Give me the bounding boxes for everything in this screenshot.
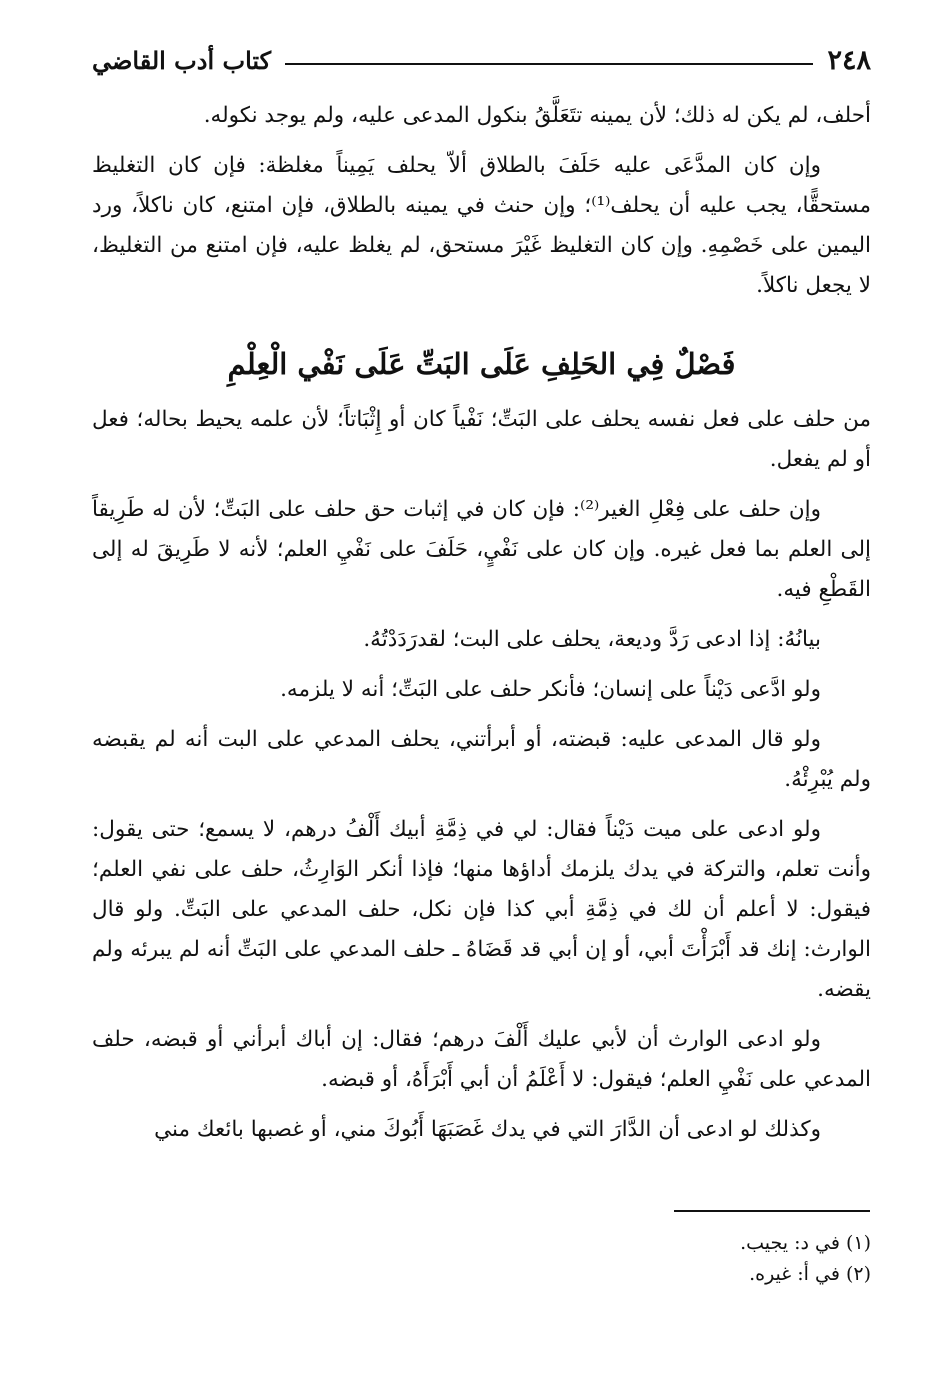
footnotes — [92, 1228, 871, 1290]
paragraph: وكذلك لو ادعى أن الدَّارَ التي في يدك غَصَبَهَا أَبُوكَ مني، أو غصبها بائعك مني — [154, 1117, 821, 1142]
main-text — [92, 96, 871, 1160]
footnote: (٢) في أ: غيره. — [749, 1263, 871, 1285]
paragraph: ولو ادعى على ميت دَيْناً فقال: لي في ذِمَّةِ أبيك أَلْفُ درهم، لا يسمع؛ حتى يقول: وأنت تعلم، والتركة في يدك يلزمك أداؤها منها؛ فإذا أنكر الوَارِثُ، حلف على نفي العلم؛ فيقول: لا أعلم أن لك في ذِمَّةِ أبي كذا فإن نكل، حلف المدعي على البَتِّ. ولو قال الوارث: إنك قد أَبْرَأْتَ أبي، أو إن أبي قد قَضَاهُ ـ حلف المدعي على البَتِّ أنه لم يبرئه ولم يقضه. — [92, 817, 871, 1002]
section-heading: فَصْلٌ فِي الحَلِفِ عَلَى البَتِّ عَلَى نَفْي الْعِلْمِ — [227, 347, 736, 381]
paragraph: أحلف، لم يكن له ذلك؛ لأن يمينه تتَعَلَّقُ بنكول المدعى عليه، ولم يوجد نكوله. — [203, 103, 871, 128]
paragraph: وإن حلف على فِعْلِ الغير⁽²⁾: فإن كان في إثبات حق حلف على البَتِّ؛ لأن له طَرِيقاً إلى العلم بما فعل غيره. وإن كان على نَفْيٍ، حَلَفَ على نَفْيِ العلم؛ لأنه لا طَرِيقَ له إلى القَطْعِ فيه. — [92, 497, 871, 602]
paragraph: بيانُهُ: إذا ادعى رَدَّ وديعة، يحلف على البت؛ لقدرَدَدْتُهُ. — [363, 627, 821, 652]
paragraph: من حلف على فعل نفسه يحلف على البَتِّ؛ نَفْياً كان أو إِثْبَاتاً؛ لأن علمه يحيط بحاله؛ فعل أو لم يفعل. — [92, 407, 871, 472]
page-header — [92, 40, 871, 80]
running-title: كتاب أدب القاضي — [92, 45, 272, 75]
paragraph: ولو ادَّعى دَيْناً على إنسان؛ فأنكر حلف على البَتِّ؛ أنه لا يلزمه. — [280, 677, 821, 702]
footnote-rule — [674, 1210, 870, 1212]
header-rule — [285, 63, 813, 65]
footnote: (١) في د: يجيب. — [740, 1232, 871, 1254]
paragraph: ولو قال المدعى عليه: قبضته، أو أبرأتني، يحلف المدعي على البت أنه لم يقبضه ولم يُبْرِئْهُ. — [92, 727, 871, 792]
paragraph: ولو ادعى الوارث أن لأبي عليك أَلْفَ درهم؛ فقال: إن أباك أبرأني أو قبضه، حلف المدعي على نَفْيِ العلم؛ فيقول: لا أَعْلَمُ أن أبي أَبْرَأَهُ، أو قبضه. — [92, 1027, 871, 1092]
page-number: ٢٤٨ — [827, 44, 871, 76]
paragraph: وإن كان المدَّعَى عليه حَلَفَ بالطلاق ألاّ يحلف يَمِيناً مغلظة: فإن كان التغليظ مستحقًّا، يجب عليه أن يحلف⁽¹⁾؛ وإن حنث في يمينه بالطلاق، فإن امتنع، كان ناكلاً، ورد اليمين على خَصْمِهِ. وإن كان التغليظ غَيْرَ مستحق، لم يغلظ عليه، فإن امتنع من التغليظ، لا يجعل ناكلاً. — [92, 153, 871, 298]
